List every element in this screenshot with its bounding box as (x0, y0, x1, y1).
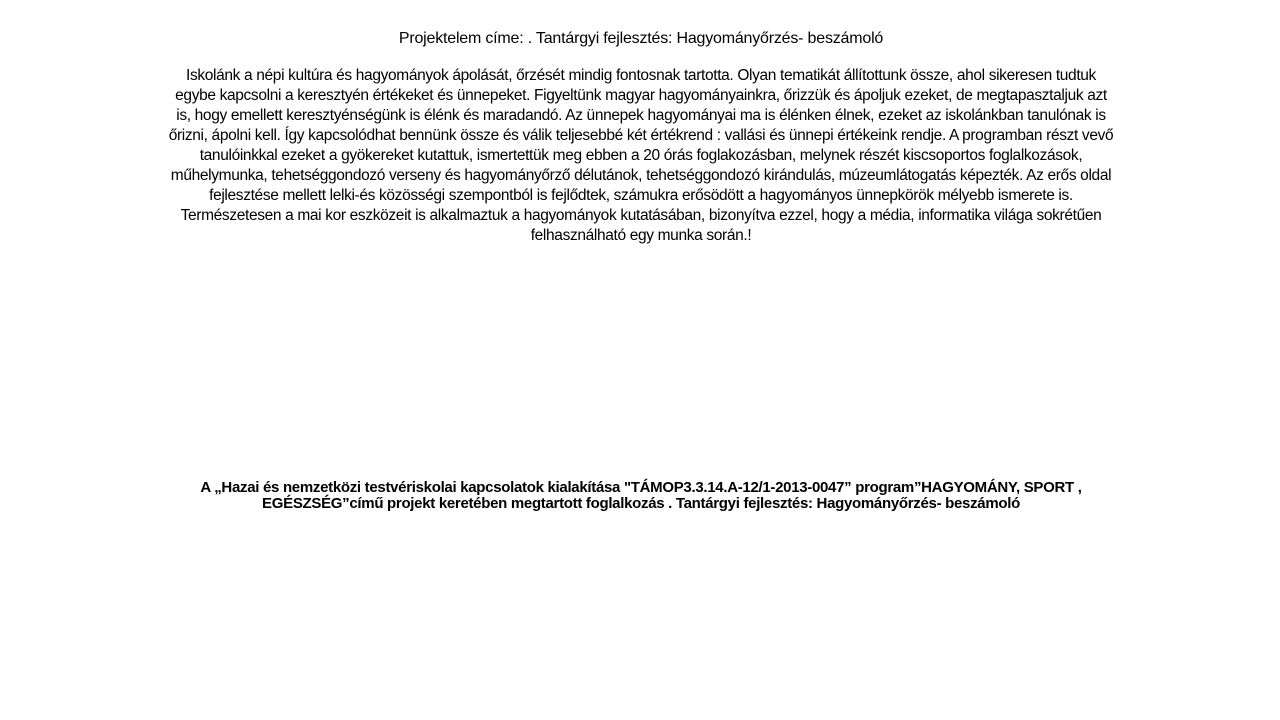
slide-title: Projektelem címe: . Tantárgyi fejlesztés: Hagyományőrzés- beszámoló (398, 30, 884, 47)
slide-body-text: Iskolánk a népi kultúra és hagyományok ápolását, őrzését mindig fontosnak tartotta. Olyan tematikát állítottunk össze, ahol sikeresen tudtuk egybe kapcsolni a keresztyén értékeket és ünnepeket. Figyeltünk magyar hagyományainkra, őrizzük és ápoljuk ezeket, de megtapasztaljuk azt is, hogy emellett keresztyénségünk is élénk és maradandó. Az ünnepek hagyományai ma is élénken élnek, ezeket az iskolánkban tanulónak is őrizni, ápolni kell. Így kapcsolódhat bennünk össze és válik teljesebbé két értékrend : vallási és ünnepi értékeink rendje. A programban részt vevő tanulóinkkal ezeket a gyökereket kutattuk, ismertettük meg ebben a 20 órás foglakozásban, melynek részét kiscsoportos foglalkozások, műhelymunka, tehetséggondozó verseny és hagyományőrző délutánok, tehetséggondozó kirándulás, múzeumlátogatás képezték. Az erős oldal fejlesztése mellett lelki-és közösségi szempontból is fejlődtek, számukra erősödött a hagyományos ünnepkörök mélyebb ismerete is. Természetesen a mai kor eszközeit is alkalmaztuk a hagyományok kutatásában, bizonyítva ezzel, hogy a média, informatika világa sokrétűen felhasználható egy munka során.! (168, 67, 1114, 244)
slide-footer-text: A „Hazai és nemzetközi testvériskolai kapcsolatok kialakítása "TÁMOP3.3.14.A-12/1-2013-0047” program”HAGYOMÁNY, SPORT , EGÉSZSÉG”című projekt keretében megtartott foglalkozás . Tantárgyi fejlesztés: Hagyományőrzés- beszámoló (200, 479, 1082, 512)
